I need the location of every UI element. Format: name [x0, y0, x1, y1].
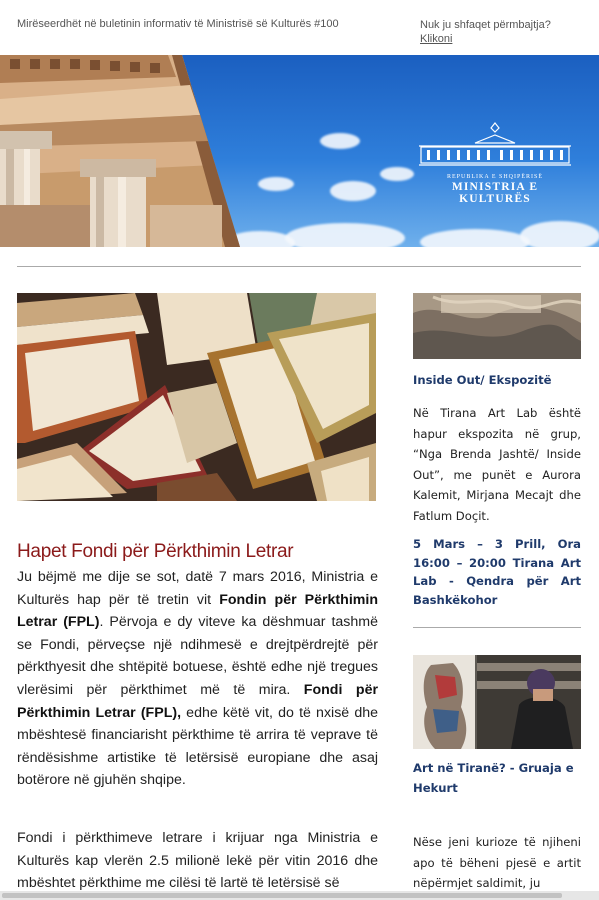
newsletter-greeting: Mirëseerdhët në buletinin informativ të Ministrisë së Kulturës #100: [17, 18, 339, 30]
books-image: [17, 293, 376, 501]
article-text: Ju bëjmë me dije se sot, datë 7 mars 2016, Ministria e Kulturës hap për të tretin vit: [17, 569, 378, 608]
sidebar-item-iron-woman: [413, 758, 581, 894]
ministry-building-icon: [415, 121, 575, 167]
sidebar-item-text: Në Tirana Art Lab është hapur ekspozita në grup, “Nga Brenda Jashtë/ Inside Out”, me punët e Aurora Kalemit, Mirjana Mecajt dhe Fatlum Doçit.: [413, 406, 581, 523]
building-facade-image: [0, 55, 240, 247]
article-text: edhe këtë vit, do të nxisë dhe mbështesë financiarisht përkthime të arrira të veprave të rëndësishme artistike të letërsisë europiane dhe asaj botërore në gjuhën shqipe.: [17, 704, 378, 789]
view-online-text: Nuk ju shfaqet përmbajtja?: [420, 19, 551, 31]
hero-banner: [0, 55, 599, 247]
header-divider: [17, 266, 581, 267]
article-bold-text: Fondi për Përkthimin Letrar (FPL),: [17, 681, 378, 721]
sidebar-item-title[interactable]: Inside Out/ Ekspozitë: [413, 373, 552, 387]
iron-woman-image[interactable]: [413, 655, 581, 749]
article-text: . Përvoja e dy viteve ka dëshmuar tashmë se Fondi, përveçse një ndihmesë e drejtpërdrejtë për përkthyesit dhe shtëpitë botuese, është edhe një tregues vlerësimi për përkthimet më të mira.: [17, 614, 378, 698]
article-paragraph-2: Fondi i përkthimeve letrare i krijuar nga Ministria e Kulturës kap vlerën 2.5 milionë lekë për vitin 2016 dhe mbështet përkthime me cilësi të lartë të letërsisë së: [17, 830, 378, 892]
sidebar-item-title[interactable]: Art në Tiranë? - Gruaja e Hekurt: [413, 761, 574, 795]
sidebar-item-text: Nëse jeni kurioze të njiheni apo të bëheni pjesë e artit nëpërmjet saldimit, ju: [413, 835, 581, 890]
sidebar-item-inside-out: [413, 370, 581, 609]
ministry-logo: [415, 121, 575, 205]
sidebar-divider: [413, 627, 581, 628]
inside-out-exhibition-image[interactable]: [413, 293, 581, 359]
top-bar: [0, 0, 599, 52]
view-online-notice: [420, 18, 551, 46]
article-title: Hapet Fondi për Përkthimin Letrar: [17, 541, 294, 562]
sidebar-item-date: 5 Mars – 3 Prill, Ora 16:00 – 20:00 Tirana Art Lab - Qendra për Art Bashkëkohor: [413, 537, 581, 607]
view-online-link[interactable]: Klikoni: [420, 33, 453, 45]
article-bold-text: Fondin për Përkthimin Letrar (FPL): [17, 591, 378, 631]
article-paragraph-1: [17, 566, 378, 792]
horizontal-scrollbar-thumb[interactable]: [2, 893, 562, 898]
logo-ministry-text: MINISTRIA E KULTURËS: [451, 181, 539, 205]
logo-republic-text: REPUBLIKA E SHQIPËRISË: [446, 174, 543, 180]
